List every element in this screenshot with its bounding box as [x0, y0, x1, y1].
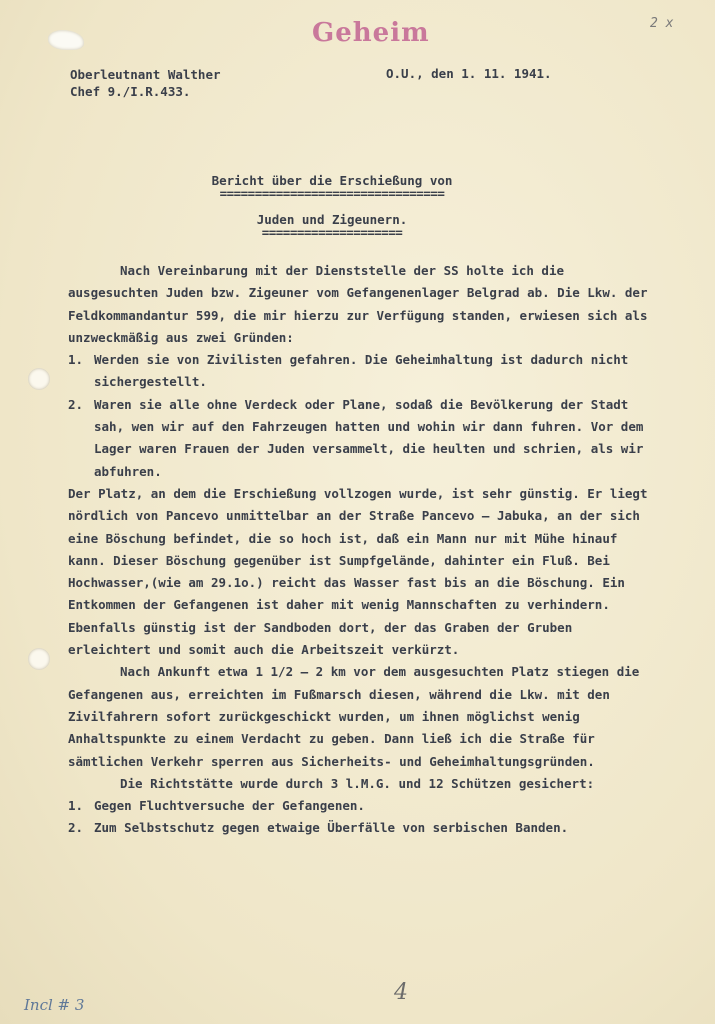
title-underline-1: ================================ — [219, 186, 445, 201]
list-item: 2. Zum Selbstschutz gegen etwaige Überfälle von serbischen Banden. — [68, 820, 569, 836]
list-item: 1. Gegen Fluchtversuche der Gefangenen. — [68, 798, 365, 814]
torn-corner — [48, 30, 84, 50]
inclosure-note: Incl # 3 — [24, 996, 85, 1014]
place-date-line: O.U., den 1. 11. 1941. — [386, 66, 552, 81]
title-underline-2: ==================== — [261, 225, 403, 240]
paragraph-3: Nach Ankunft etwa 1 1/2 – 2 km vor dem ausgesuchten Platz stiegen die Gefangenen aus, erreichten im Fußmarsch diesen, während die Lkw. mit den Zivilfahrern sofort zurückgeschickt wurden, um ihnen möglichst wenig Anhaltspunkte zu einem Verdacht zu geben. Dann ließ ich die Straße für sämtlichen Verkehr sperren aus Sicherheits- und Geheimhaltungsgründen. — [68, 664, 640, 769]
report-title — [186, 172, 478, 238]
list-item: 1. Werden sie von Zivilisten gefahren. Die Geheimhaltung ist dadurch nicht sichergestellt. — [68, 352, 629, 390]
title-line-1: Bericht über die Erschießung von — [211, 173, 453, 188]
list-item: 2. Waren sie alle ohne Verdeck oder Plane, sodaß die Bevölkerung der Stadt sah, wen wir auf den Fahrzeugen hatten und wohin wir dann fuhren. Vor dem Lager waren Frauen der Juden versammelt, die heulten und schrien, als wir abfuhren. — [68, 396, 644, 479]
corner-annotation: 2 x — [650, 16, 674, 31]
punch-hole-upper — [28, 368, 50, 390]
sender-unit: Chef 9./I.R.433. — [70, 84, 191, 99]
paragraph-2: Der Platz, an dem die Erschießung vollzogen wurde, ist sehr günstig. Er liegt nördlich von Pancevo unmittelbar an der Straße Pancevo – Jabuka, an der sich eine Böschung befindet, die so hoch ist, daß ein Mann nur mit Mühe hinauf kann. Dieser Böschung gegenüber ist Sumpfgelände, dahinter ein Fluß. Bei Hochwasser,(wie am 29.1o.) reicht das Wasser fast bis an die Böschung. Ein Entkommen der Gefangenen ist daher mit wenig Mannschaften zu verhindern. Ebenfalls günstig ist der Sandboden dort, der das Graben der Gruben erleichtert und somit auch die Arbeitszeit verkürzt. — [68, 485, 648, 658]
report-body — [68, 260, 648, 840]
paragraph-1: Nach Vereinbarung mit der Dienststelle der SS holte ich die ausgesuchten Juden bzw. Zigeuner vom Gefangenenlager Belgrad ab. Die Lkw. der Feldkommandantur 599, die mir hierzu zur Verfügung standen, erwiesen sich als unzweckmäßig aus zwei Gründen: — [68, 263, 648, 345]
paragraph-4: Die Richtstätte wurde durch 3 l.M.G. und 12 Schützen gesichert: — [120, 775, 595, 791]
title-line-2: Juden und Zigeunern. — [256, 212, 408, 227]
page-number: 4 — [394, 980, 408, 1005]
secret-stamp: Geheim — [312, 18, 430, 48]
sender-block — [70, 66, 221, 100]
punch-hole-lower — [28, 648, 50, 670]
sender-rank-name: Oberleutnant Walther — [70, 67, 221, 82]
